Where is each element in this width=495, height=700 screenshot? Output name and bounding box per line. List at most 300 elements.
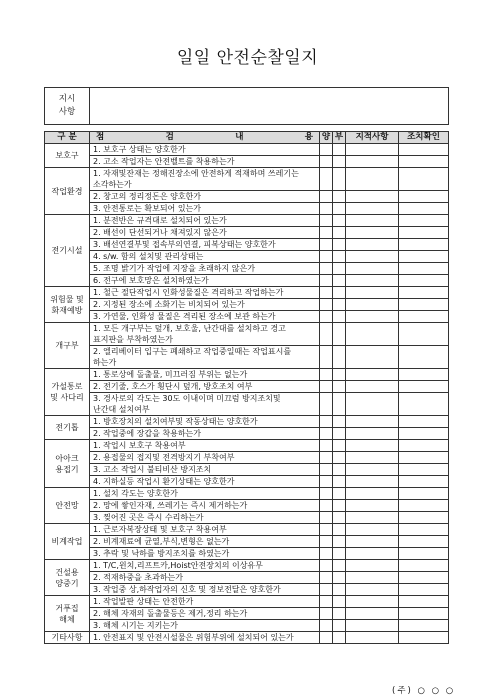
action-cell[interactable] (399, 299, 449, 311)
check-item (90, 287, 320, 299)
table-row (45, 263, 449, 275)
no-cell[interactable] (333, 191, 346, 203)
table-row (45, 488, 449, 500)
category-cell (45, 524, 90, 560)
no-cell[interactable] (333, 548, 346, 560)
check-item-line: 1. 모든 개구부는 덮개, 보호울, 난간대를 설치하고 경고 (93, 324, 286, 333)
yes-cell[interactable] (320, 227, 333, 239)
check-item-line: 소각하는가 (93, 180, 132, 189)
action-cell[interactable] (399, 287, 449, 299)
issue-cell[interactable] (346, 381, 399, 393)
action-cell[interactable] (399, 560, 449, 572)
no-cell[interactable] (333, 416, 346, 428)
issue-cell[interactable] (346, 524, 399, 536)
check-item-line: 2. 창고의 정리정돈은 양호한가 (93, 192, 201, 201)
category-label: 양중기 (55, 578, 79, 588)
action-cell[interactable] (399, 572, 449, 584)
action-cell[interactable] (399, 156, 449, 168)
no-cell[interactable] (333, 168, 346, 191)
action-cell[interactable] (399, 381, 449, 393)
table-row (45, 584, 449, 596)
category-cell (45, 560, 90, 596)
check-item-line: 2. 해체 자재의 돌출물등은 제거,정리 하는가 (93, 609, 248, 618)
document-title: 일일 안전순찰일지 (176, 48, 319, 68)
yes-cell[interactable] (320, 215, 333, 227)
action-cell[interactable] (399, 548, 449, 560)
category-label: 아아크 (55, 453, 79, 463)
issue-cell[interactable] (346, 440, 399, 452)
table-row (45, 632, 449, 644)
action-cell[interactable] (399, 239, 449, 251)
category-label: 용접기 (55, 464, 79, 474)
no-cell[interactable] (333, 203, 346, 215)
action-cell[interactable] (399, 464, 449, 476)
check-item-line: 1. 분전반은 규격대로 설치되어 있는가 (93, 216, 227, 225)
no-cell[interactable] (333, 227, 346, 239)
check-item (90, 560, 320, 572)
check-item (90, 452, 320, 464)
issue-cell[interactable] (346, 452, 399, 464)
no-cell[interactable] (333, 632, 346, 644)
no-cell[interactable] (333, 144, 346, 156)
check-item-line: 4. s/w. 함의 설치및 관리상태는 (93, 252, 204, 261)
check-item-line: 1. 근로자복장상태 및 보호구 착용여부 (93, 525, 227, 534)
check-item-line: 난간대 설치여부 (93, 405, 150, 414)
category-cell (45, 168, 90, 215)
no-cell[interactable] (333, 215, 346, 227)
check-item (90, 227, 320, 239)
action-cell[interactable] (399, 428, 449, 440)
no-cell[interactable] (333, 299, 346, 311)
yes-cell[interactable] (320, 263, 333, 275)
table-row (45, 464, 449, 476)
action-cell[interactable] (399, 608, 449, 620)
check-item-line: 2. 전기줄, 호스가 횡단시 덮개, 방호조치 여부 (93, 382, 253, 391)
action-cell[interactable] (399, 476, 449, 488)
yes-cell[interactable] (320, 381, 333, 393)
check-item-line: 3. 가연물, 인화성 물질은 격리된 장소에 보관 하는가 (93, 312, 276, 321)
issue-cell[interactable] (346, 275, 399, 287)
issue-cell[interactable] (346, 346, 399, 369)
yes-cell[interactable] (320, 275, 333, 287)
check-item (90, 203, 320, 215)
yes-cell[interactable] (320, 239, 333, 251)
check-item (90, 381, 320, 393)
action-cell[interactable] (399, 369, 449, 381)
check-item-line: 2. 작업중에 장갑을 착용하는가 (93, 429, 201, 438)
issue-cell[interactable] (346, 536, 399, 548)
no-cell[interactable] (333, 251, 346, 263)
check-item (90, 476, 320, 488)
header-content-char: 검 (165, 132, 174, 142)
table-row (45, 608, 449, 620)
action-cell[interactable] (399, 215, 449, 227)
check-item-line: 3. 찢어진 곳은 즉시 수리하는가 (93, 513, 204, 522)
issue-cell[interactable] (346, 620, 399, 632)
action-cell[interactable] (399, 440, 449, 452)
category-label: 위험물 및 (50, 294, 84, 304)
no-cell[interactable] (333, 323, 346, 346)
check-item (90, 512, 320, 524)
check-item (90, 608, 320, 620)
issue-cell[interactable] (346, 144, 399, 156)
no-cell[interactable] (333, 239, 346, 251)
table-row (45, 393, 449, 416)
yes-cell[interactable] (320, 536, 333, 548)
check-item-line: 2. 배선이 단선되거나 채져있지 않은가 (93, 228, 227, 237)
header-content (90, 132, 320, 144)
no-cell[interactable] (333, 452, 346, 464)
table-row (45, 560, 449, 572)
check-item-line: 4. 지하실등 작업시 환기상태는 양호한가 (93, 477, 235, 486)
check-item (90, 263, 320, 275)
action-cell[interactable] (399, 393, 449, 416)
issue-cell[interactable] (346, 227, 399, 239)
check-item (90, 369, 320, 381)
table-row (45, 299, 449, 311)
category-cell (45, 416, 90, 440)
check-item-line: 2. 망에 쌓인자재, 쓰레기는 즉시 제거하는가 (93, 501, 248, 510)
no-cell[interactable] (333, 476, 346, 488)
table-row (45, 512, 449, 524)
no-cell[interactable] (333, 440, 346, 452)
yes-cell[interactable] (320, 488, 333, 500)
check-item (90, 346, 320, 369)
issue-cell[interactable] (346, 416, 399, 428)
issue-cell[interactable] (346, 572, 399, 584)
yes-cell[interactable] (320, 620, 333, 632)
header-issue: 지적사항 (346, 132, 399, 144)
yes-cell[interactable] (320, 346, 333, 369)
action-cell[interactable] (399, 632, 449, 644)
issue-cell[interactable] (346, 168, 399, 191)
category-label: 건설용 (55, 567, 79, 577)
category-label: 및 사다리 (50, 393, 84, 402)
spacer-row (45, 125, 449, 132)
check-item-line: 3. 고소 작업시 불티비산 방지조치 (93, 465, 212, 474)
notice-label-line2: 사항 (58, 107, 76, 117)
action-cell[interactable] (399, 323, 449, 346)
header-content-char: 용 (304, 132, 313, 142)
table-row (45, 524, 449, 536)
header-content-char: 내 (235, 132, 244, 142)
check-item (90, 416, 320, 428)
issue-cell[interactable] (346, 287, 399, 299)
table-row (45, 452, 449, 464)
action-cell[interactable] (399, 346, 449, 369)
check-item (90, 191, 320, 203)
yes-cell[interactable] (320, 584, 333, 596)
issue-cell[interactable] (346, 632, 399, 644)
check-item-line: 3. 해체 시기는 지키는가 (93, 621, 178, 630)
table-row (45, 215, 449, 227)
issue-cell[interactable] (346, 464, 399, 476)
no-cell[interactable] (333, 560, 346, 572)
check-item (90, 299, 320, 311)
check-item (90, 596, 320, 608)
yes-cell[interactable] (320, 311, 333, 323)
table-row (45, 536, 449, 548)
action-cell[interactable] (399, 620, 449, 632)
action-cell[interactable] (399, 227, 449, 239)
no-cell[interactable] (333, 512, 346, 524)
category-label: 화재예방 (51, 305, 83, 315)
check-item-line: 하는가 (93, 358, 117, 367)
action-cell[interactable] (399, 488, 449, 500)
check-item-line: 1. T/C,윈치,리프트카,Hoist안전장치의 이상유무 (93, 561, 263, 570)
check-item (90, 488, 320, 500)
category-label: 전기톱 (55, 423, 79, 432)
action-cell[interactable] (399, 191, 449, 203)
issue-cell[interactable] (346, 608, 399, 620)
check-item (90, 323, 320, 346)
header-yes: 양 (320, 132, 333, 144)
issue-cell[interactable] (346, 393, 399, 416)
no-cell[interactable] (333, 381, 346, 393)
category-cell (45, 488, 90, 524)
table-row (45, 191, 449, 203)
check-item-line: 3. 안전통로는 확보되어 있는가 (93, 204, 201, 213)
check-item (90, 428, 320, 440)
yes-cell[interactable] (320, 393, 333, 416)
yes-cell[interactable] (320, 572, 333, 584)
yes-cell[interactable] (320, 608, 333, 620)
check-item (90, 215, 320, 227)
issue-cell[interactable] (346, 369, 399, 381)
check-item-line: 2. 엘리베이터 입구는 폐쇄하고 작업중일때는 작업표시를 (93, 347, 292, 356)
header-action: 조치확인 (399, 132, 449, 144)
table-row (45, 548, 449, 560)
issue-cell[interactable] (346, 156, 399, 168)
yes-cell[interactable] (320, 632, 333, 644)
table-row (45, 144, 449, 156)
check-item-line: 1. 방호장치의 설치여부및 작동상태는 양호한가 (93, 417, 258, 426)
inspection-sheet (44, 87, 448, 644)
yes-cell[interactable] (320, 560, 333, 572)
issue-cell[interactable] (346, 191, 399, 203)
yes-cell[interactable] (320, 476, 333, 488)
action-cell[interactable] (399, 536, 449, 548)
check-item (90, 239, 320, 251)
action-cell[interactable] (399, 416, 449, 428)
issue-cell[interactable] (346, 476, 399, 488)
yes-cell[interactable] (320, 251, 333, 263)
yes-cell[interactable] (320, 323, 333, 346)
check-item-line: 6. 전구에 보호망은 설치하였는가 (93, 276, 209, 285)
issue-cell[interactable] (346, 560, 399, 572)
notice-label (45, 88, 90, 125)
table-row (45, 440, 449, 452)
action-cell[interactable] (399, 500, 449, 512)
issue-cell[interactable] (346, 251, 399, 263)
notice-label-line1: 지시 (58, 94, 76, 104)
action-cell[interactable] (399, 311, 449, 323)
issue-cell[interactable] (346, 500, 399, 512)
no-cell[interactable] (333, 608, 346, 620)
action-cell[interactable] (399, 168, 449, 191)
check-item (90, 440, 320, 452)
issue-cell[interactable] (346, 263, 399, 275)
no-cell[interactable] (333, 287, 346, 299)
table-row (45, 596, 449, 608)
table-row (45, 620, 449, 632)
issue-cell[interactable] (346, 239, 399, 251)
category-label: 가설통로 (51, 382, 83, 391)
table-row (45, 239, 449, 251)
yes-cell[interactable] (320, 500, 333, 512)
category-cell (45, 632, 90, 644)
table-row (45, 500, 449, 512)
check-item (90, 311, 320, 323)
yes-cell[interactable] (320, 287, 333, 299)
category-label: 전기시설 (51, 246, 83, 255)
yes-cell[interactable] (320, 452, 333, 464)
check-item (90, 168, 320, 191)
action-cell[interactable] (399, 251, 449, 263)
no-cell[interactable] (333, 464, 346, 476)
check-item-line: 2. 용접물의 접지및 전격방지기 부착여부 (93, 453, 235, 462)
check-item-line: 3. 추락 및 낙하를 방지조치를 하였는가 (93, 549, 230, 558)
check-item (90, 464, 320, 476)
category-label: 안전망 (55, 501, 79, 510)
no-cell[interactable] (333, 596, 346, 608)
notice-row (45, 88, 449, 125)
action-cell[interactable] (399, 263, 449, 275)
notice-field[interactable] (90, 88, 449, 125)
action-cell[interactable] (399, 275, 449, 287)
yes-cell[interactable] (320, 596, 333, 608)
check-item (90, 524, 320, 536)
check-item (90, 548, 320, 560)
yes-cell[interactable] (320, 524, 333, 536)
check-item (90, 144, 320, 156)
table-row (45, 381, 449, 393)
category-label: 거푸집 (55, 603, 79, 613)
check-item (90, 572, 320, 584)
check-item-line: 3. 배선연결부및 접속부의연결, 피복상태는 양호한가 (93, 240, 276, 249)
table-row (45, 311, 449, 323)
issue-cell[interactable] (346, 548, 399, 560)
yes-cell[interactable] (320, 191, 333, 203)
issue-cell[interactable] (346, 299, 399, 311)
company-footer: (주) ○ ○ ○ (392, 686, 456, 696)
category-label: 개구부 (55, 341, 79, 350)
table-row (45, 156, 449, 168)
issue-cell[interactable] (346, 311, 399, 323)
check-item-line: 1. 철근 절단작업시 인화성물질은 격리하고 작업하는가 (93, 288, 284, 297)
yes-cell[interactable] (320, 428, 333, 440)
issue-cell[interactable] (346, 215, 399, 227)
no-cell[interactable] (333, 488, 346, 500)
yes-cell[interactable] (320, 440, 333, 452)
check-item (90, 251, 320, 263)
issue-cell[interactable] (346, 428, 399, 440)
check-item-line: 1. 자재및잔재는 정해진장소에 안전하게 적재하며 쓰레기는 (93, 169, 299, 178)
inspection-table (44, 87, 449, 644)
no-cell[interactable] (333, 428, 346, 440)
yes-cell[interactable] (320, 299, 333, 311)
category-label: 비계작업 (51, 537, 83, 546)
check-item-line: 2. 비계재료에 균열,부식,변형은 없는가 (93, 537, 230, 546)
category-cell (45, 215, 90, 287)
check-item (90, 584, 320, 596)
no-cell[interactable] (333, 620, 346, 632)
action-cell[interactable] (399, 144, 449, 156)
check-item-line: 2. 지정된 장소에 소화기는 비치되어 있는가 (93, 300, 245, 309)
table-row (45, 168, 449, 191)
check-item (90, 393, 320, 416)
action-cell[interactable] (399, 203, 449, 215)
table-row (45, 346, 449, 369)
yes-cell[interactable] (320, 144, 333, 156)
header-no: 부 (333, 132, 346, 144)
action-cell[interactable] (399, 524, 449, 536)
issue-cell[interactable] (346, 512, 399, 524)
no-cell[interactable] (333, 263, 346, 275)
yes-cell[interactable] (320, 548, 333, 560)
yes-cell[interactable] (320, 369, 333, 381)
no-cell[interactable] (333, 536, 346, 548)
table-row (45, 275, 449, 287)
no-cell[interactable] (333, 393, 346, 416)
check-item-line: 1. 통로상에 돌출물, 미끄러짐 부위는 없는가 (93, 370, 248, 379)
no-cell[interactable] (333, 572, 346, 584)
check-item (90, 632, 320, 644)
header-row (45, 132, 449, 144)
yes-cell[interactable] (320, 203, 333, 215)
issue-cell[interactable] (346, 584, 399, 596)
check-item (90, 156, 320, 168)
check-item-line: 5. 조명 밝기가 작업에 지장을 초래하지 않은가 (93, 264, 255, 273)
yes-cell[interactable] (320, 416, 333, 428)
check-item-line: 1. 안전표지 및 안전시설물은 위험부위에 설치되어 있는가 (93, 633, 294, 642)
category-cell (45, 144, 90, 168)
table-row (45, 251, 449, 263)
no-cell[interactable] (333, 500, 346, 512)
action-cell[interactable] (399, 596, 449, 608)
table-row (45, 287, 449, 299)
issue-cell[interactable] (346, 596, 399, 608)
check-item-line: 1. 보호구 상태는 양호한가 (93, 145, 186, 154)
check-item-line: 1. 작업시 보호구 착용여부 (93, 441, 186, 450)
action-cell[interactable] (399, 452, 449, 464)
no-cell[interactable] (333, 346, 346, 369)
issue-cell[interactable] (346, 488, 399, 500)
action-cell[interactable] (399, 584, 449, 596)
table-row (45, 369, 449, 381)
issue-cell[interactable] (346, 203, 399, 215)
category-cell (45, 440, 90, 488)
yes-cell[interactable] (320, 464, 333, 476)
no-cell[interactable] (333, 524, 346, 536)
no-cell[interactable] (333, 584, 346, 596)
check-item (90, 620, 320, 632)
no-cell[interactable] (333, 275, 346, 287)
yes-cell[interactable] (320, 168, 333, 191)
yes-cell[interactable] (320, 512, 333, 524)
yes-cell[interactable] (320, 156, 333, 168)
check-item-line: 1. 설치 각도는 양호한가 (93, 489, 178, 498)
no-cell[interactable] (333, 156, 346, 168)
check-item-line: 표지판을 부착하였는가 (93, 335, 173, 344)
issue-cell[interactable] (346, 323, 399, 346)
action-cell[interactable] (399, 512, 449, 524)
check-item-line: 2. 고소 작업자는 안전벨트를 착용하는가 (93, 157, 235, 166)
no-cell[interactable] (333, 311, 346, 323)
no-cell[interactable] (333, 369, 346, 381)
category-cell (45, 323, 90, 369)
check-item (90, 536, 320, 548)
